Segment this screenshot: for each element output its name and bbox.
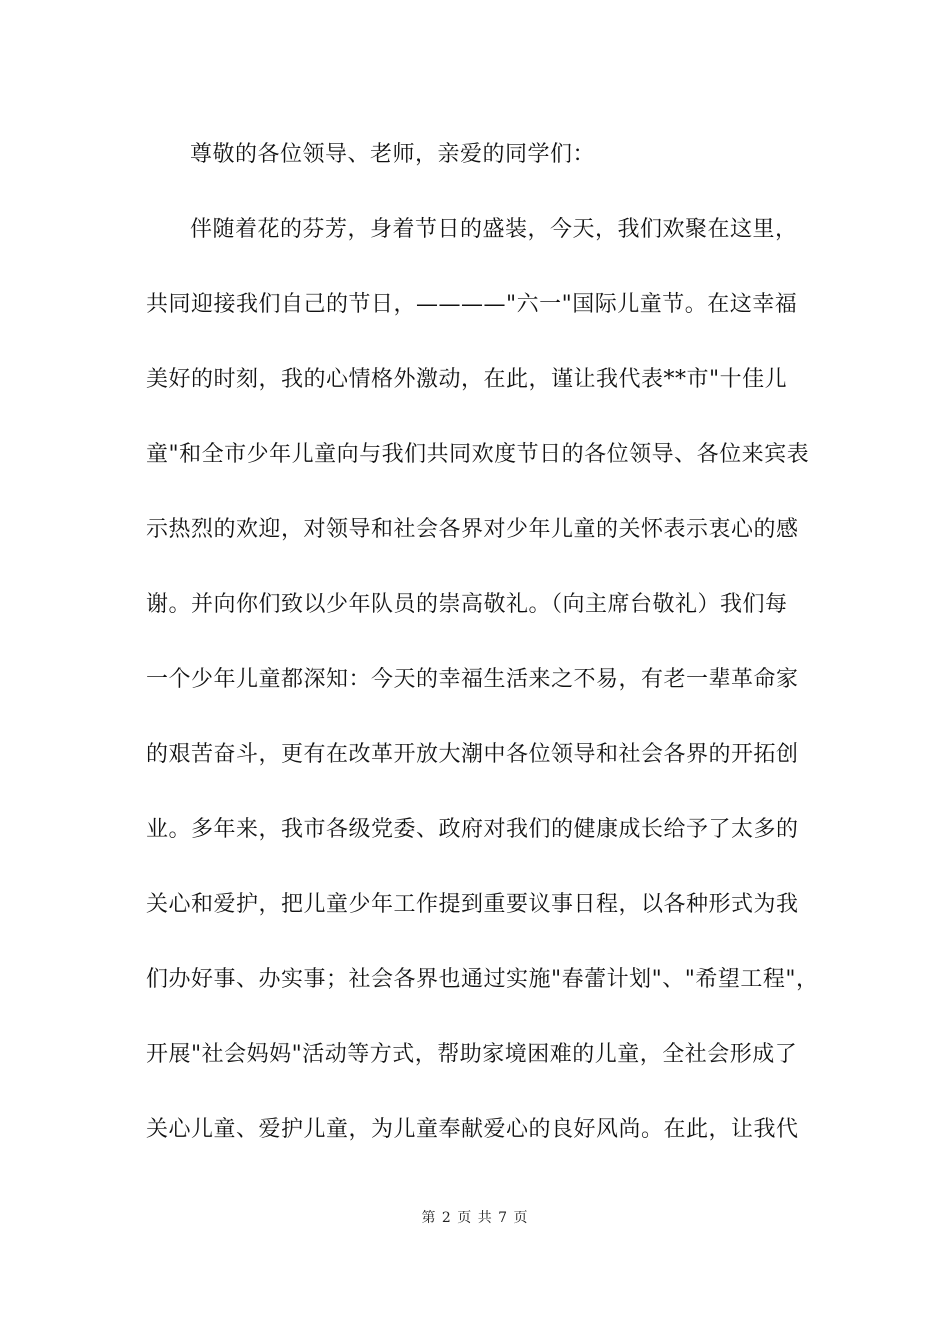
paragraph-line-1: 伴随着花的芬芳，身着节日的盛装，今天，我们欢聚在这里， [190, 217, 798, 242]
paragraph-line-3: 美好的时刻，我的心情格外激动，在此，谨让我代表**市"十佳儿 [146, 367, 788, 392]
page-number-footer: 第 2 页 共 7 页 [421, 1210, 529, 1226]
paragraph-line-10: 关心和爱护，把儿童少年工作提到重要议事日程，以各种形式为我 [146, 892, 799, 917]
paragraph-line-5: 示热烈的欢迎，对领导和社会各界对少年儿童的关怀表示衷心的感 [146, 517, 799, 542]
paragraph-line-4: 童"和全市少年儿童向与我们共同欢度节日的各位领导、各位来宾表 [146, 442, 810, 467]
paragraph-line-9: 业。多年来，我市各级党委、政府对我们的健康成长给予了太多的 [146, 817, 799, 842]
paragraph-line-7: 一个少年儿童都深知：今天的幸福生活来之不易，有老一辈革命家 [146, 667, 799, 692]
greeting-line: 尊敬的各位领导、老师，亲爱的同学们： [190, 142, 596, 167]
paragraph-line-12: 开展"社会妈妈"活动等方式，帮助家境困难的儿童，全社会形成了 [146, 1042, 798, 1067]
paragraph-line-11: 们办好事、办实事；社会各界也通过实施"春蕾计划"、"希望工程"， [146, 967, 819, 992]
paragraph-line-2: 共同迎接我们自己的节日，————"六一"国际儿童节。在这幸福 [146, 292, 798, 317]
paragraph-line-8: 的艰苦奋斗，更有在改革开放大潮中各位领导和社会各界的开拓创 [146, 742, 799, 767]
paragraph-line-6: 谢。并向你们致以少年队员的崇高敬礼。（向主席台敬礼）我们每 [146, 592, 788, 617]
paragraph-line-13: 关心儿童、爱护儿童，为儿童奉献爱心的良好风尚。在此，让我代 [146, 1117, 799, 1142]
